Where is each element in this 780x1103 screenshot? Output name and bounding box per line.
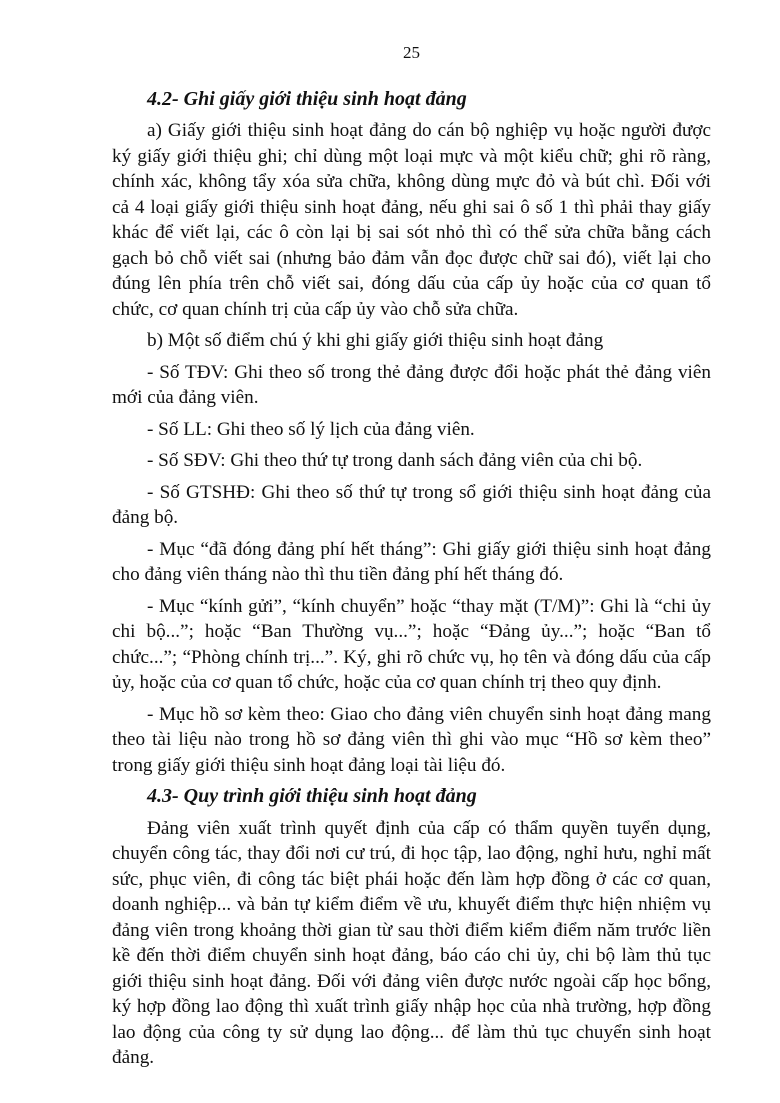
paragraph-so-gtshd: - Số GTSHĐ: Ghi theo số thứ tự trong sổ giới thiệu sinh hoạt đảng của đảng bộ. xyxy=(112,481,711,528)
paragraph-ho-so: - Mục hồ sơ kèm theo: Giao cho đảng viên chuyển sinh hoạt đảng mang theo tài liệu nào trong hồ sơ đảng viên thì ghi vào mục “Hồ sơ kèm theo” trong giấy giới thiệu sinh hoạt đảng loại tài liệu đó. xyxy=(112,703,711,776)
page-number: 25 xyxy=(403,43,420,62)
paragraph-quy-trinh: Đảng viên xuất trình quyết định của cấp có thẩm quyền tuyển dụng, chuyển công tác, thay đổi nơi cư trú, đi học tập, lao động, nghỉ hưu, nghỉ mất sức, phục viên, đi công tác biệt phái hoặc đến làm hợp đồng ở các cơ quan, doanh nghiệp... và bản tự kiểm điểm về ưu, khuyết điểm thực hiện nhiệm vụ đảng viên trong khoảng thời gian từ sau thời điểm kiểm điểm năm trước liền kề đến thời điểm chuyển sinh hoạt đảng, báo cáo chi ủy, chi bộ làm thủ tục giới thiệu sinh hoạt đảng. Đối với đảng viên được nước ngoài cấp học bổng, ký hợp đồng lao động thì xuất trình giấy nhập học của nhà trường, hợp đồng lao động của công ty sử dụng lao động... để làm thủ tục chuyển sinh hoạt đảng. xyxy=(112,817,711,1068)
paragraph-so-sdv: - Số SĐV: Ghi theo thứ tự trong danh sách đảng viên của chi bộ. xyxy=(147,450,643,471)
paragraph-so-ll: - Số LL: Ghi theo số lý lịch của đảng viên. xyxy=(147,418,475,440)
paragraph-b: b) Một số điểm chú ý khi ghi giấy giới thiệu sinh hoạt đảng xyxy=(147,330,604,351)
paragraph-a: a) Giấy giới thiệu sinh hoạt đảng do cán bộ nghiệp vụ hoặc người được ký giấy giới thiệu ghi; chỉ dùng một loại mực và một kiểu chữ; ghi rõ ràng, chính xác, không tẩy xóa sửa chữa, không dùng mực đỏ và bút chì. Đối với cả 4 loại giấy giới thiệu sinh hoạt đảng, nếu ghi sai ô số 1 thì phải thay giấy khác để viết lại, các ô còn lại bị sai sót nhỏ thì có thể sửa chữa bằng cách gạch bỏ chỗ viết sai (nhưng bảo đảm vẫn đọc được chữ sai đó), viết lại cho đúng lên phía trên chỗ viết sai, đóng dấu của cấp ủy hoặc của cơ quan tổ chức, cơ quan chính trị của cấp ủy vào chỗ sửa chữa. xyxy=(112,120,711,320)
paragraph-dang-phi: - Mục “đã đóng đảng phí hết tháng”: Ghi giấy giới thiệu sinh hoạt đảng cho đảng viên tháng nào thì thu tiền đảng phí hết tháng đó. xyxy=(112,538,711,585)
section-heading-4-2: 4.2- Ghi giấy giới thiệu sinh hoạt đảng xyxy=(147,87,467,110)
paragraph-so-tdv: - Số TĐV: Ghi theo số trong thẻ đảng được đổi hoặc phát thẻ đảng viên mới của đảng viên. xyxy=(112,361,711,408)
paragraph-kinh-gui: - Mục “kính gửi”, “kính chuyển” hoặc “thay mặt (T/M)”: Ghi là “chi ủy chi bộ...”; hoặc “Ban Thường vụ...”; hoặc “Đảng ủy...”; hoặc “Ban tổ chức...”; “Phòng chính trị...”. Ký, ghi rõ chức vụ, họ tên và đóng dấu của cấp ủy, hoặc của cơ quan tổ chức, hoặc của cơ quan chính trị theo quy định. xyxy=(112,595,711,693)
section-heading-4-3: 4.3- Quy trình giới thiệu sinh hoạt đảng xyxy=(147,785,477,807)
document-page xyxy=(112,40,711,1077)
